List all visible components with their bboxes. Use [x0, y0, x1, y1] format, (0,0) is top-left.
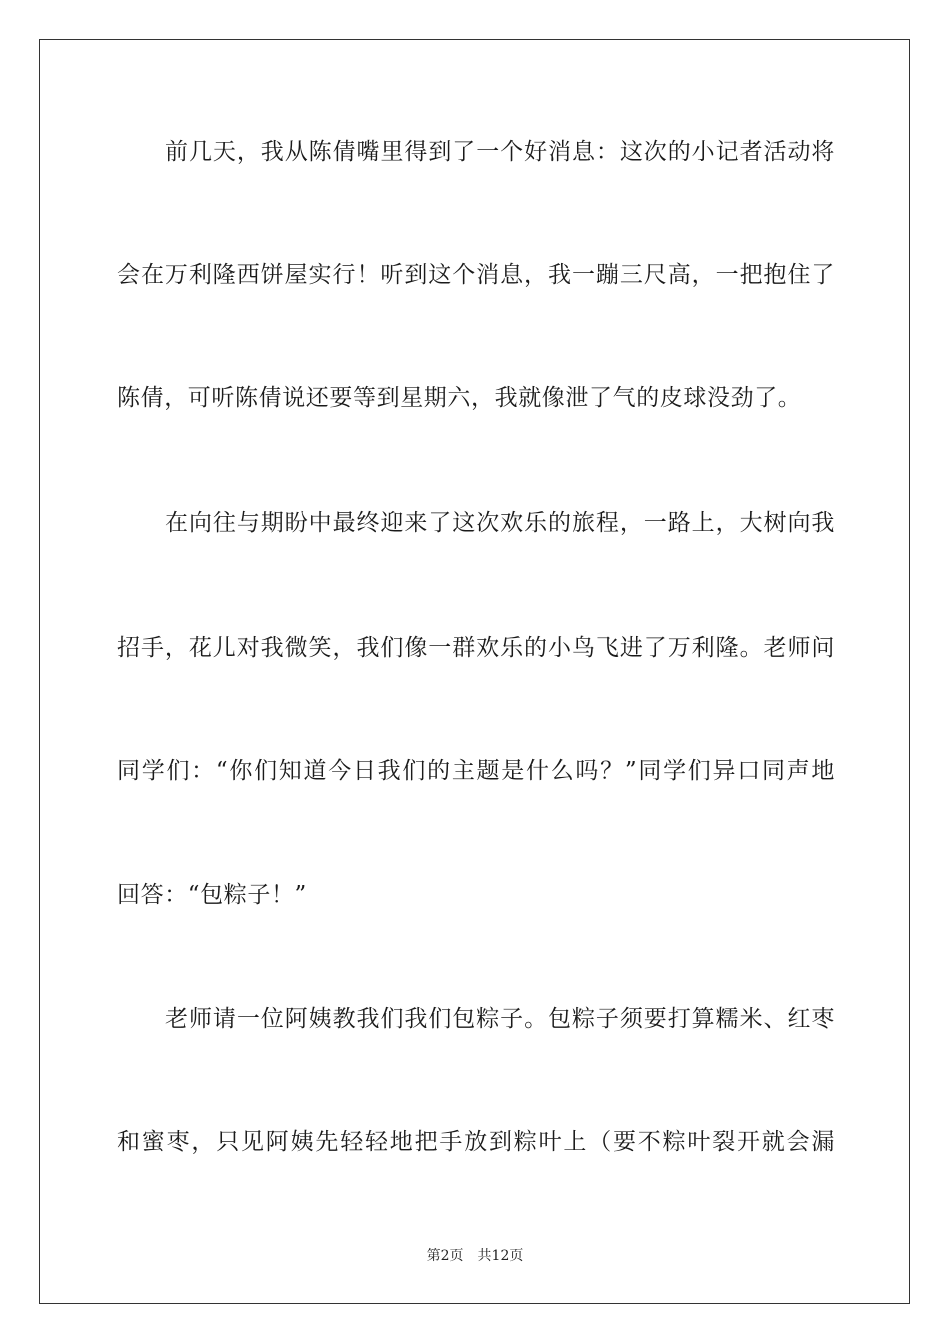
paragraph-1-line-2: 会在万利隆西饼屋实行！听到这个消息，我一蹦三尺高，一把抱住了	[117, 262, 835, 288]
page-number: 第2页	[426, 1248, 464, 1264]
paragraph-2-line-4: 回答：“包粽子！”	[117, 882, 307, 908]
paragraph-3-line-1: 老师请一位阿姨教我们我们包粽子。包粽子须要打算糯米、红枣	[165, 1006, 835, 1032]
page-total: 共12页	[477, 1248, 524, 1264]
paragraph-3-line-2: 和蜜枣，只见阿姨先轻轻地把手放到粽叶上（要不粽叶裂开就会漏	[117, 1129, 835, 1155]
paragraph-2-line-3: 同学们：“你们知道今日我们的主题是什么吗？”同学们异口同声地	[117, 758, 835, 784]
paragraph-1-line-3: 陈倩，可听陈倩说还要等到星期六，我就像泄了气的皮球没劲了。	[117, 385, 802, 411]
paragraph-2-line-2: 招手，花儿对我微笑，我们像一群欢乐的小鸟飞进了万利隆。老师问	[117, 635, 835, 661]
page-footer	[0, 1247, 950, 1265]
paragraph-2-line-1: 在向往与期盼中最终迎来了这次欢乐的旅程，一路上，大树向我	[165, 510, 835, 536]
paragraph-1-line-1: 前几天，我从陈倩嘴里得到了一个好消息：这次的小记者活动将	[165, 139, 835, 165]
page-border	[39, 39, 910, 1304]
